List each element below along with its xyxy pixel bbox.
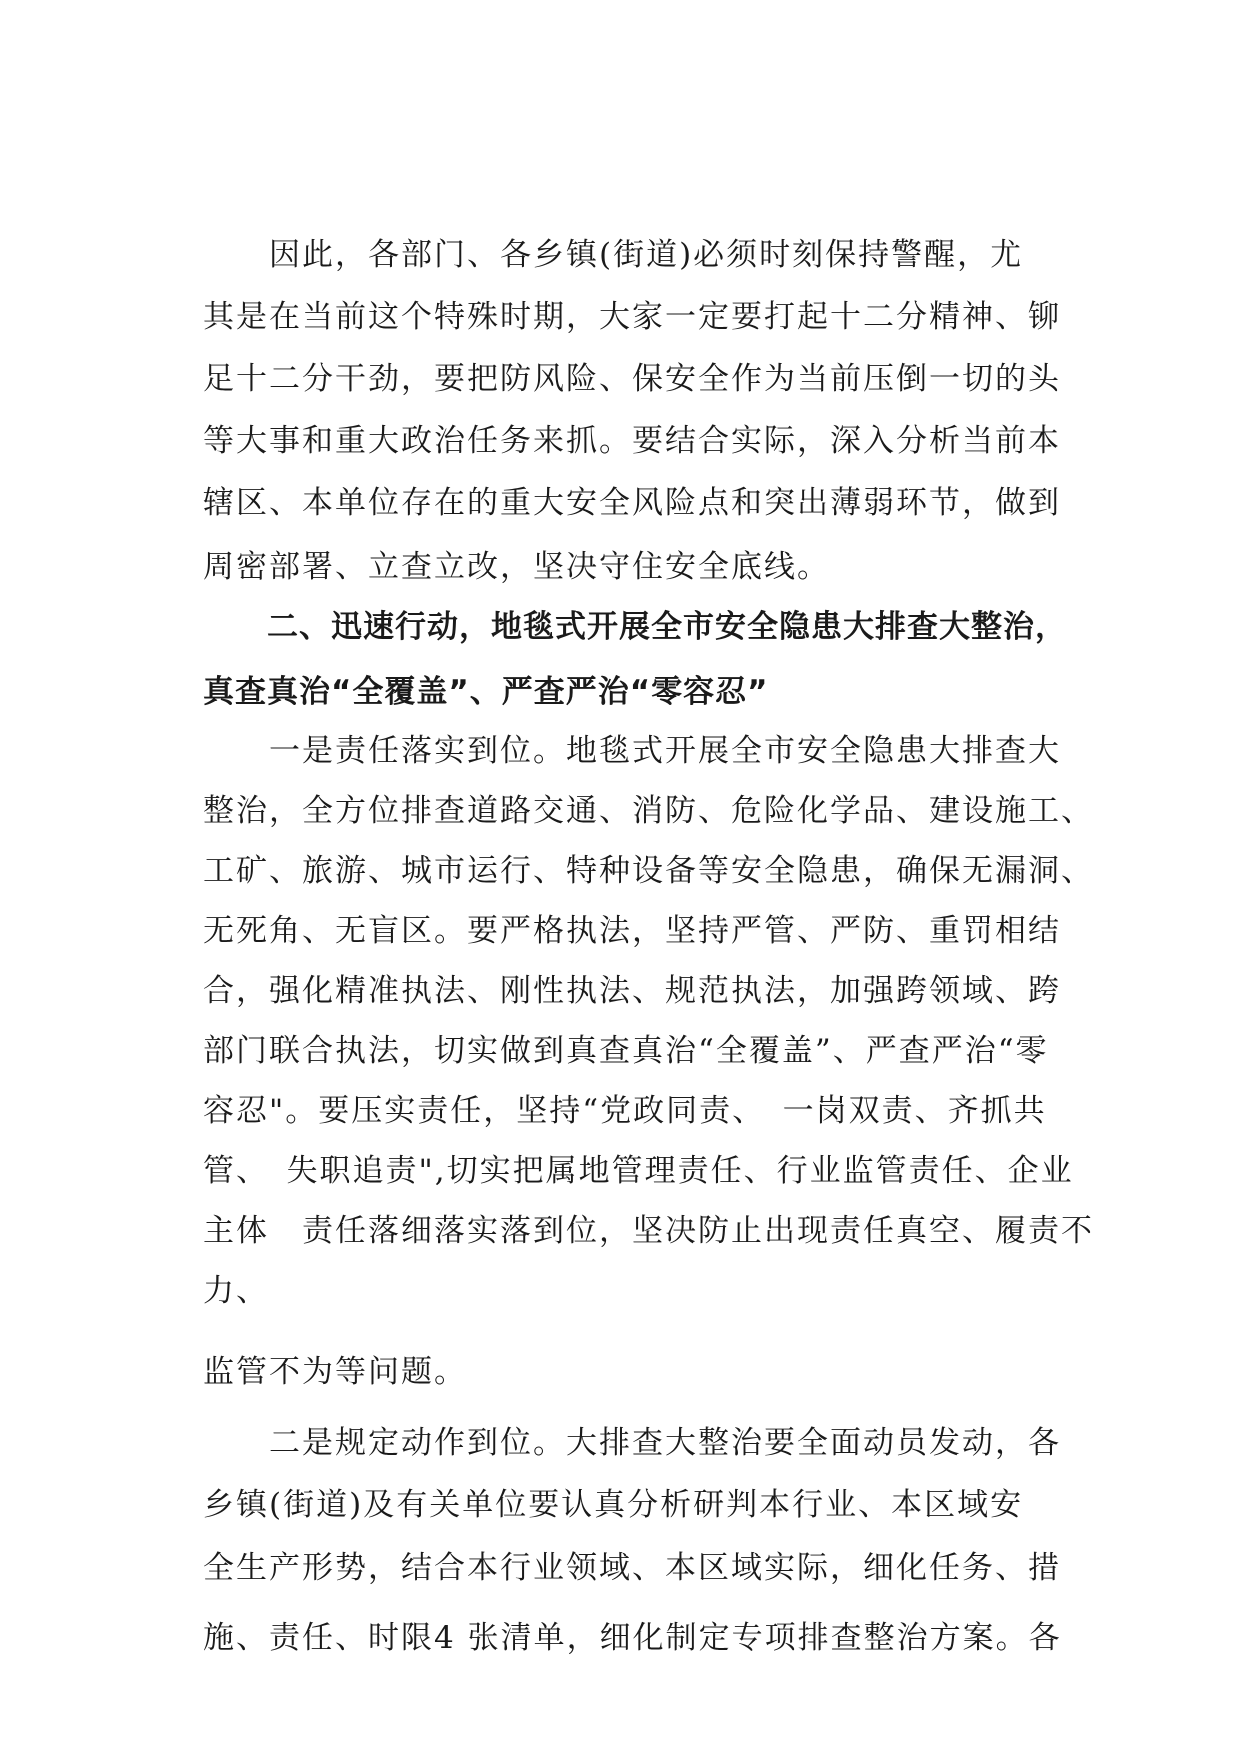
- paragraph-3-line-2: 乡镇(街道)及有关单位要认真分析研判本行业、本区域安: [203, 1487, 1024, 1523]
- paragraph-3-line-1: 二是规定动作到位。大排查大整治要全面动员发动，各: [203, 1425, 1061, 1461]
- paragraph-2-line-9: 主体 责任落细落实落到位，坚决防止出现责任真空、履责不: [203, 1213, 1094, 1249]
- paragraph-3-line-4: 施、责任、时限4 张清单，细化制定专项排查整治方案。各: [203, 1620, 1062, 1656]
- paragraph-2-line-1: 一是责任落实到位。地毯式开展全市安全隐患大排查大: [203, 733, 1061, 769]
- paragraph-1-line-6: 周密部署、立查立改，坚决守住安全底线。: [203, 549, 830, 585]
- section-heading-line-2: 真查真治“全覆盖”、严查严治“零容忍”: [203, 674, 769, 710]
- section-heading-line-1: 二、迅速行动，地毯式开展全市安全隐患大排查大整治，: [203, 609, 1067, 645]
- paragraph-2-line-4: 无死角、无盲区。要严格执法，坚持严管、严防、重罚相结: [203, 913, 1061, 949]
- paragraph-3-line-3: 全生产形势，结合本行业领域、本区域实际，细化任务、措: [203, 1550, 1061, 1586]
- paragraph-2-line-6: 部门联合执法，切实做到真查真治“全覆盖”、严查严治“零: [203, 1033, 1049, 1069]
- paragraph-2-line-10: 力、: [203, 1273, 269, 1309]
- paragraph-1-line-2: 其是在当前这个特殊时期，大家一定要打起十二分精神、铆: [203, 299, 1061, 335]
- paragraph-2-line-11: 监管不为等问题。: [203, 1354, 467, 1390]
- paragraph-1-line-4: 等大事和重大政治任务来抓。要结合实际，深入分析当前本: [203, 423, 1061, 459]
- paragraph-2-line-2: 整治，全方位排查道路交通、消防、危险化学品、建设施工、: [203, 793, 1094, 829]
- paragraph-2-line-7: 容忍"。要压实责任，坚持“党政同责、 一岗双责、齐抓共: [203, 1093, 1047, 1129]
- paragraph-2-line-3: 工矿、旅游、城市运行、特种设备等安全隐患，确保无漏洞、: [203, 853, 1094, 889]
- paragraph-2-line-8: 管、 失职追责",切实把属地管理责任、行业监管责任、企业: [203, 1153, 1074, 1189]
- paragraph-1-line-5: 辖区、本单位存在的重大安全风险点和突出薄弱环节，做到: [203, 485, 1061, 521]
- paragraph-1-line-3: 足十二分干劲，要把防风险、保安全作为当前压倒一切的头: [203, 361, 1061, 397]
- paragraph-1-line-1: 因此，各部门、各乡镇(街道)必须时刻保持警醒，尤: [203, 237, 1024, 273]
- paragraph-2-line-5: 合，强化精准执法、刚性执法、规范执法，加强跨领域、跨: [203, 973, 1061, 1009]
